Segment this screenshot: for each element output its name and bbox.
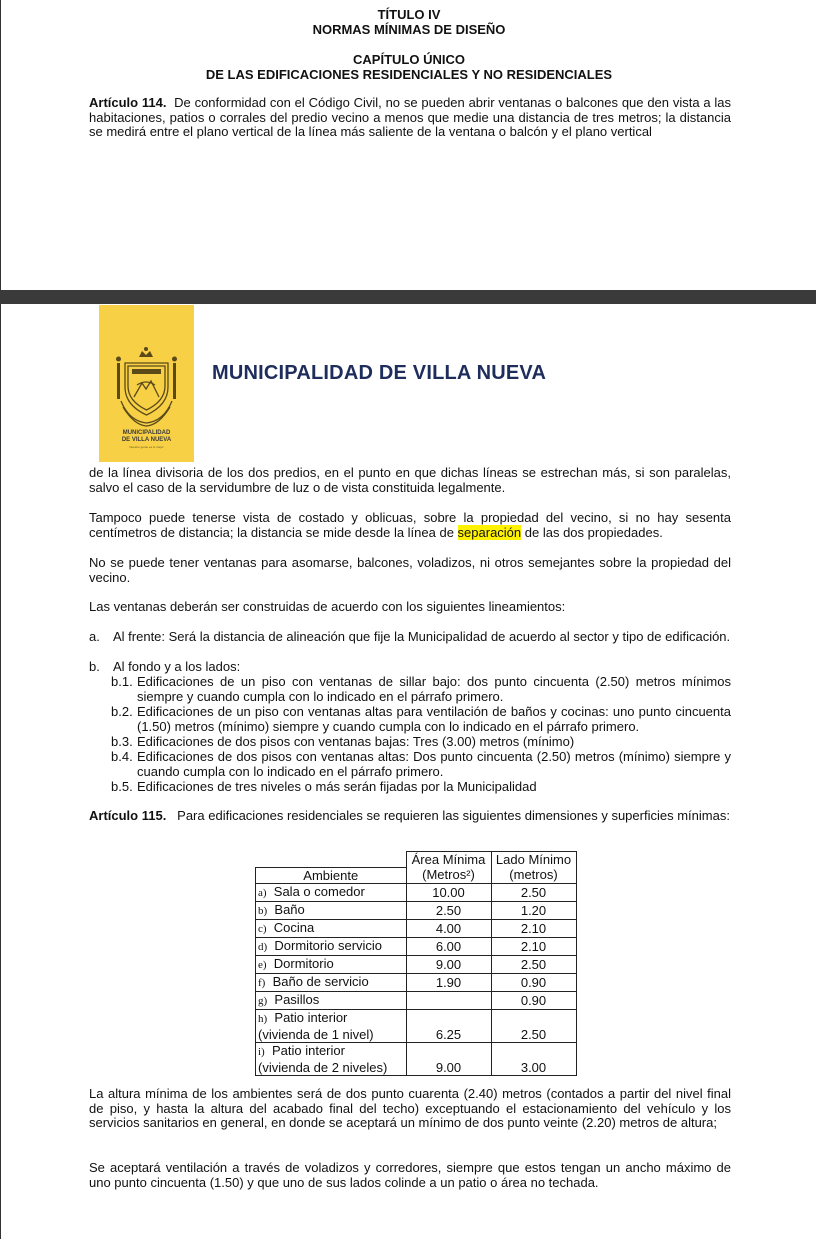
row-name: Cocina <box>273 919 315 935</box>
cell-area: 2.50 <box>406 901 491 919</box>
table-row <box>256 919 577 937</box>
row-letter: g) <box>258 994 268 1007</box>
document-page-2 <box>0 304 816 1239</box>
sublist-text: Edificaciones de un piso con ventanas de sillar bajo: dos punto cincuenta (2.50) metros mínimos siempre y cuando cumpla con lo indicado en el párrafo primero. <box>137 674 731 704</box>
paragraph-1: de la línea divisoria de los dos predios, en el punto en que dichas líneas se estrechan más, si son paralelas, salvo el caso de la servidumbre de luz o de vista constituida legalmente. <box>89 465 731 495</box>
cell-area: 1.90 <box>406 973 491 991</box>
sublist-text: Edificaciones de tres niveles o más serán fijadas por la Municipalidad <box>137 779 537 794</box>
sublist-text: Edificaciones de un piso con ventanas altas para ventilación de baños y cocinas: uno punto cincuenta (1.50) metros (mínimo) siempre y cuando cumpla con lo indicado en el párrafo primero. <box>137 704 731 734</box>
cell-lado: 2.10 <box>491 919 576 937</box>
cell-area <box>406 991 491 1009</box>
cell-ambiente <box>256 973 407 991</box>
capitulo-heading: CAPÍTULO ÚNICO <box>353 52 465 67</box>
sublist-text: Edificaciones de dos pisos con ventanas bajas: Tres (3.00) metros (mínimo) <box>137 734 575 749</box>
row-letter: i) <box>258 1045 265 1058</box>
sublist-marker: b.4. <box>111 749 133 764</box>
cell-lado: 1.20 <box>491 901 576 919</box>
sublist-marker: b.2. <box>111 704 133 719</box>
header-area: Área Mínima <box>406 852 491 868</box>
cell-ambiente <box>256 1042 407 1075</box>
table-empty-cell <box>256 852 407 868</box>
cell-lado: 2.10 <box>491 937 576 955</box>
edificaciones-heading: DE LAS EDIFICACIONES RESIDENCIALES Y NO RESIDENCIALES <box>205 67 613 82</box>
row-name: Dormitorio servicio <box>274 937 383 953</box>
row-name: Patio interior <box>271 1042 345 1058</box>
row-name: Sala o comedor <box>273 883 365 899</box>
article-115-text: Para edificaciones residenciales se requieren las siguientes dimensiones y superficies mínimas: <box>177 808 730 823</box>
cell-area: 9.00 <box>406 955 491 973</box>
cell-area: 6.00 <box>406 937 491 955</box>
page-separator <box>0 290 816 304</box>
cell-ambiente <box>256 955 407 973</box>
paragraph-4: Las ventanas deberán ser construidas de acuerdo con los siguientes lineamientos: <box>89 599 566 614</box>
row-letter: b) <box>258 904 268 917</box>
header-lado: Lado Mínimo <box>491 852 576 868</box>
row-name-detail: (vivienda de 2 niveles) <box>258 1059 388 1075</box>
sublist-marker: b.1. <box>111 674 133 689</box>
paragraph-6: Se aceptará ventilación a través de voladizos y corredores, siempre que estos tengan un ancho máximo de uno punto cincuenta (1.50) y que uno de sus lados colinde a un patio o área no techada. <box>89 1160 731 1190</box>
cell-ambiente <box>256 991 407 1009</box>
list-marker: b. <box>89 659 100 674</box>
sublist-text: Edificaciones de dos pisos con ventanas altas: Dos punto cincuenta (2.50) metros (mínimo) siempre y cuando cumpla con lo indicado en el párrafo primero. <box>137 749 731 779</box>
header-lado-unit: (metros) <box>491 867 576 883</box>
cell-area: 4.00 <box>406 919 491 937</box>
cell-ambiente <box>256 883 407 901</box>
row-letter: e) <box>258 958 267 971</box>
paragraph-2-start: Tampoco puede tenerse vista de costado y oblicuas, sobre la propiedad del vecino, si no hay sesenta centímetros de distancia; la distancia se mide desde la línea de <box>89 510 731 540</box>
article-115-paragraph <box>89 809 731 824</box>
coat-of-arms-icon <box>99 335 194 435</box>
row-name: Baño de servicio <box>272 973 369 989</box>
row-name: Pasillos <box>274 991 320 1007</box>
cell-area: 6.25 <box>406 1009 491 1042</box>
logo-line-2: DE VILLA NUEVA <box>121 437 172 443</box>
sublist-marker: b.3. <box>111 734 133 749</box>
municipality-title: MUNICIPALIDAD DE VILLA NUEVA <box>212 362 547 384</box>
minimum-dimensions-table <box>255 851 577 1076</box>
document-page-1 <box>0 0 816 290</box>
row-letter: f) <box>258 976 266 989</box>
table-header-row <box>256 852 577 868</box>
row-letter: d) <box>258 940 268 953</box>
paragraph-3: No se puede tener ventanas para asomarse, balcones, voladizos, ni otros semejantes sobre la propiedad del vecino. <box>89 555 731 585</box>
cell-lado: 2.50 <box>491 883 576 901</box>
table-row <box>256 973 577 991</box>
cell-lado: 2.50 <box>491 1009 576 1042</box>
row-letter: a) <box>258 886 267 899</box>
paragraph-2 <box>89 511 731 540</box>
row-letter: h) <box>258 1012 268 1025</box>
table-row <box>256 991 577 1009</box>
logo-tagline: Nuestro gente es lo mejor <box>129 445 164 449</box>
cell-ambiente <box>256 937 407 955</box>
table-row <box>256 901 577 919</box>
article-114-paragraph <box>89 96 731 140</box>
cell-lado: 0.90 <box>491 991 576 1009</box>
table-row <box>256 1009 577 1042</box>
table-row <box>256 883 577 901</box>
paragraph-2-end: de las dos propiedades. <box>521 524 663 540</box>
header-area-unit: (Metros²) <box>406 867 491 883</box>
list-text: Al fondo y a los lados: <box>113 659 241 674</box>
row-name: Patio interior <box>274 1009 348 1025</box>
row-name: Baño <box>274 901 305 917</box>
table-row <box>256 1042 577 1075</box>
municipality-logo <box>99 305 194 462</box>
table-row <box>256 955 577 973</box>
logo-line-1: MUNICIPALIDAD <box>122 430 171 436</box>
cell-area: 9.00 <box>406 1042 491 1075</box>
table-row <box>256 937 577 955</box>
cell-ambiente <box>256 919 407 937</box>
row-letter: c) <box>258 922 267 935</box>
highlighted-word: separación <box>457 524 522 540</box>
cell-ambiente <box>256 1009 407 1042</box>
titulo-heading: TÍTULO IV <box>377 7 441 22</box>
header-ambiente: Ambiente <box>256 867 407 883</box>
cell-lado: 0.90 <box>491 973 576 991</box>
cell-area: 10.00 <box>406 883 491 901</box>
paragraph-5: La altura mínima de los ambientes será de dos punto cuarenta (2.40) metros (contados a partir del nivel final de piso, y hasta la altura del acabado final del techo) exceptuando el estacionamiento del vehículo y los servicios sanitarios en general, en donde se aceptará un mínimo de dos punto veinte (2.20) metros de altura; <box>89 1086 731 1131</box>
row-name-detail: (vivienda de 1 nivel) <box>258 1026 374 1042</box>
normas-heading: NORMAS MÍNIMAS DE DISEÑO <box>312 22 506 37</box>
list-marker: a. <box>89 629 100 644</box>
table-header-row <box>256 867 577 883</box>
sublist-marker: b.5. <box>111 779 133 794</box>
row-name: Dormitorio <box>273 955 334 971</box>
list-text: Al frente: Será la distancia de alineación que fije la Municipalidad de acuerdo al sector y tipo de edificación. <box>113 629 731 644</box>
article-114-text: De conformidad con el Código Civil, no se pueden abrir ventanas o balcones que den vista a las habitaciones, patios o corrales del predio vecino a menos que medie una distancia de tres metros; la distancia se medirá entre el plano vertical de la línea más saliente de la ventana o balcón y el plano vertical <box>89 95 732 140</box>
cell-lado: 2.50 <box>491 955 576 973</box>
cell-ambiente <box>256 901 407 919</box>
cell-lado: 3.00 <box>491 1042 576 1075</box>
article-114-label: Artículo 114. <box>89 95 167 110</box>
article-115-label: Artículo 115. <box>89 808 167 823</box>
